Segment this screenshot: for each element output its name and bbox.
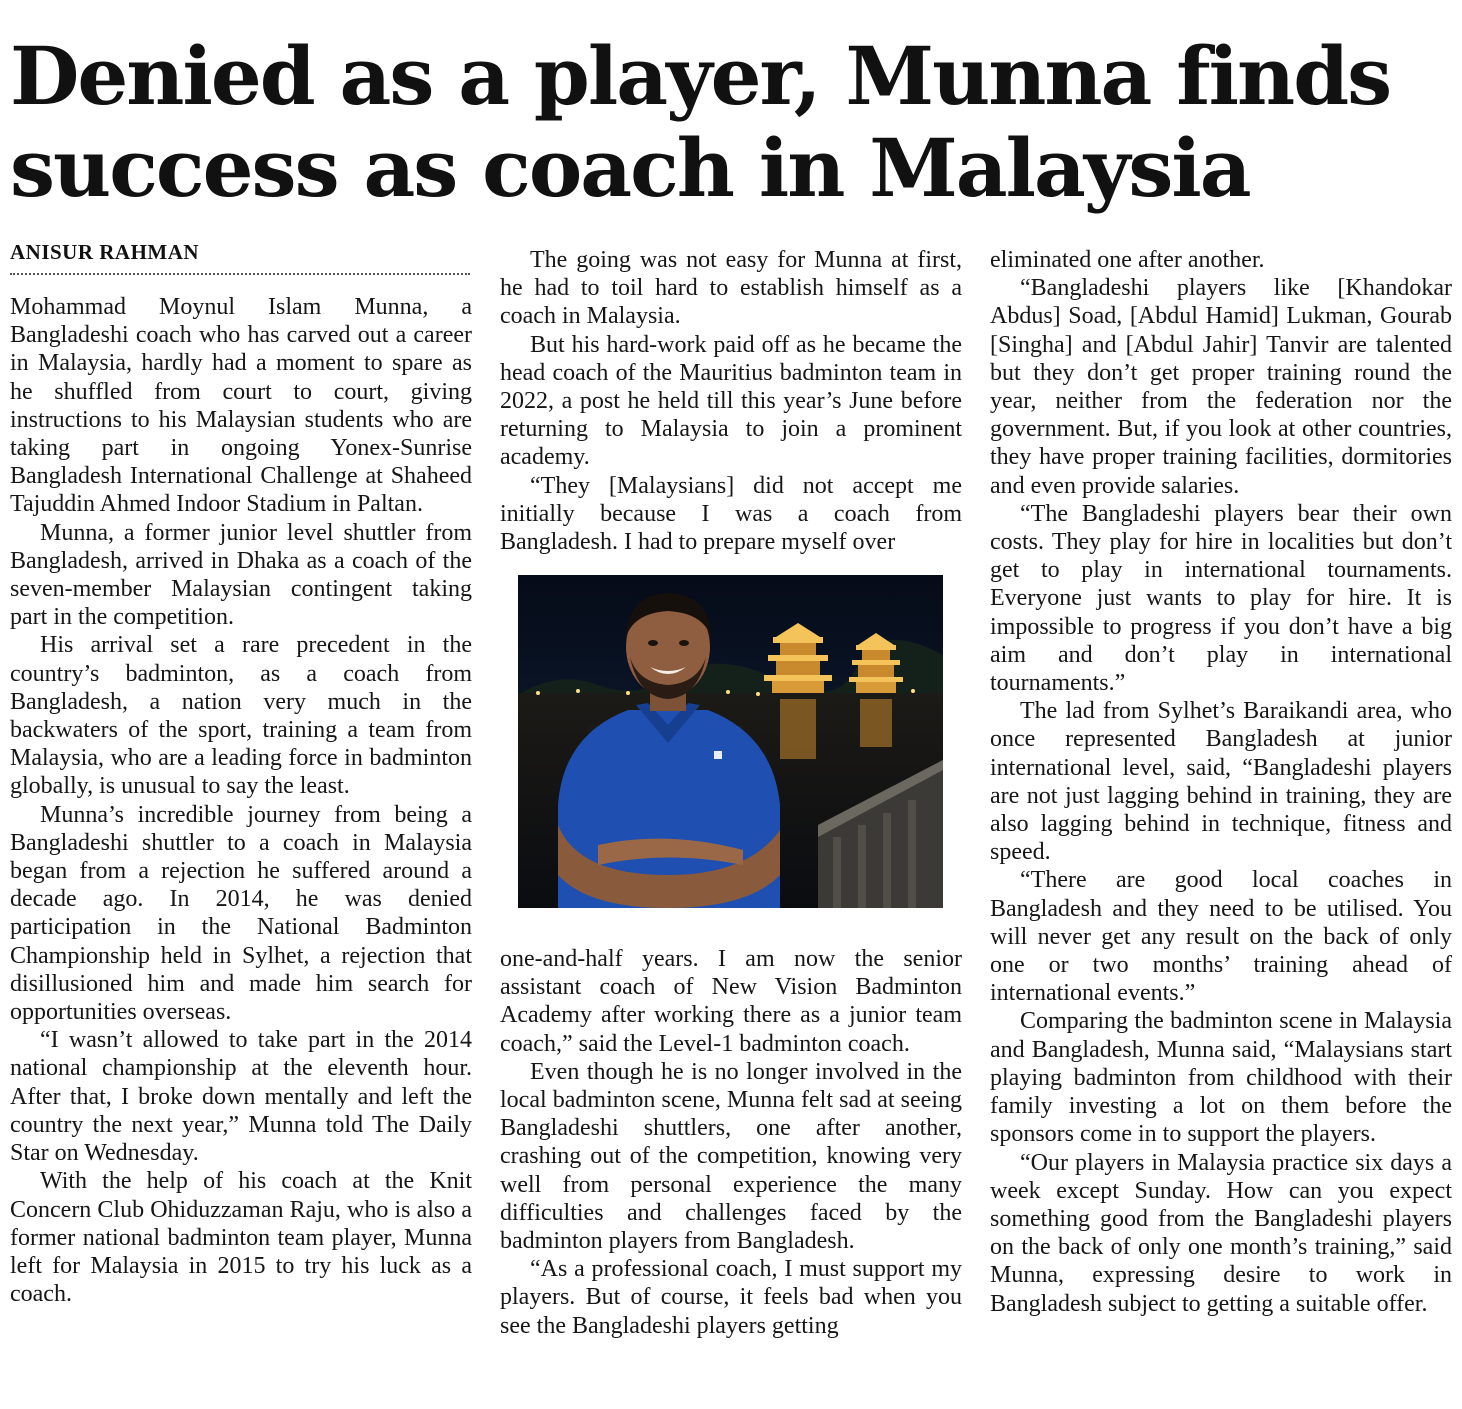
- paragraph: “Bangladeshi players like [Khandokar Abdus] Soad, [Abdul Hamid] Lukman, Gourab [Singha] and [Abdul Jahir] Tanvir are talented but they don’t get proper training round the year, neither from the federation nor the government. But, if you look at other countries, they have proper training facilities, dormitories and even provide salaries.: [990, 275, 1452, 499]
- paragraph: one-and-half years. I am now the senior assistant coach of New Vision Badminton Academy after working there as a junior team coach,” said the Level-1 badminton coach.: [500, 946, 962, 1057]
- paragraph: Mohammad Moynul Islam Munna, a Bangladeshi coach who has carved out a career in Malaysia, hardly had a moment to spare as he shuffled from court to court, giving instructions to his Malaysian students who are taking part in ongoing Yonex-Sunrise Bangladesh International Challenge at Shaheed Tajuddin Ahmed Indoor Stadium in Paltan.: [10, 294, 472, 518]
- paragraph: “There are good local coaches in Bangladesh and they need to be utilised. You will never get any result on the back of only one or two months’ training ahead of international events.”: [990, 867, 1452, 1007]
- munna-portrait-photo: [518, 575, 943, 908]
- paragraph: “The Bangladeshi players bear their own costs. They play for hire in localities but don’t get to play in international tournaments. Everyone just wants to play for hire. It is impossible to progress if you don’t have a big aim and don’t play in international tournaments.”: [990, 500, 1452, 697]
- paragraph: The lad from Sylhet’s Baraikandi area, who once represented Bangladesh at junior international level, said, “Bangladeshi players are not just lagging behind in training, they are also lagging behind in technique, fitness and speed.: [990, 698, 1452, 866]
- paragraph: With the help of his coach at the Knit Concern Club Ohiduzzaman Raju, who is also a former national badminton team player, Munna left for Malaysia in 2015 to try his luck as a coach.: [10, 1168, 472, 1308]
- paragraph: Munna, a former junior level shuttler from Bangladesh, arrived in Dhaka as a coach of the seven-member Malaysian contingent taking part in the competition.: [10, 519, 472, 631]
- article-column-1: [10, 293, 472, 1308]
- paragraph: eliminated one after another.: [990, 247, 1265, 273]
- paragraph: But his hard-work paid off as he became the head coach of the Mauritius badminton team in 2022, a post he held till this year’s June before returning to Malaysia to join a prominent academy.: [500, 331, 962, 471]
- paragraph: “Our players in Malaysia practice six days a week except Sunday. How can you expect something good from the Bangladeshi players on the back of only one month’s training,” said Munna, expressing desire to work in Bangladesh subject to getting a suitable offer.: [990, 1149, 1452, 1317]
- article-photo: [518, 575, 943, 908]
- paragraph: “I wasn’t allowed to take part in the 2014 national championship at the eleventh hour. After that, I broke down mentally and left the country the next year,” Munna told The Daily Star on Wednesday.: [10, 1027, 472, 1167]
- byline: ANISUR RAHMAN: [10, 240, 470, 275]
- paragraph: Even though he is no longer involved in the local badminton scene, Munna felt sad at seeing Bangladeshi shuttlers, one after another, crashing out of the competition, knowing very well from personal experience the many difficulties and challenges faced by the badminton players from Bangladesh.: [500, 1058, 962, 1255]
- paragraph: His arrival set a rare precedent in the country’s badminton, as a coach from Bangladesh, a nation very much in the backwaters of the sport, training a team from Malaysia, who are a leading force in badminton globally, is unusual to say the least.: [10, 632, 472, 800]
- headline: Denied as a player, Munna finds success as coach in Malaysia: [10, 29, 1391, 215]
- paragraph: The going was not easy for Munna at first, he had to toil hard to establish himself as a coach in Malaysia.: [500, 247, 962, 330]
- paragraph: “They [Malaysians] did not accept me initially because I was a coach from Bangladesh. I had to prepare myself over: [500, 472, 962, 556]
- paragraph: Comparing the badminton scene in Malaysia and Bangladesh, Munna said, “Malaysians start playing badminton from childhood with their family investing a lot on them before the sponsors come in to support the players.: [990, 1008, 1452, 1148]
- article-column-2-top: [500, 246, 962, 556]
- paragraph: “As a professional coach, I must support my players. But of course, it feels bad when you see the Bangladeshi players getting: [500, 1256, 962, 1339]
- article-column-2-bottom: [500, 945, 962, 1340]
- paragraph: Munna’s incredible journey from being a Bangladeshi shuttler to a coach in Malaysia began from a rejection he suffered around a decade ago. In 2014, he was denied participation in the National Badminton Championship held in Sylhet, a rejection that disillusioned him and made him search for opportunities overseas.: [10, 801, 472, 1026]
- article-column-3: [990, 246, 1452, 1318]
